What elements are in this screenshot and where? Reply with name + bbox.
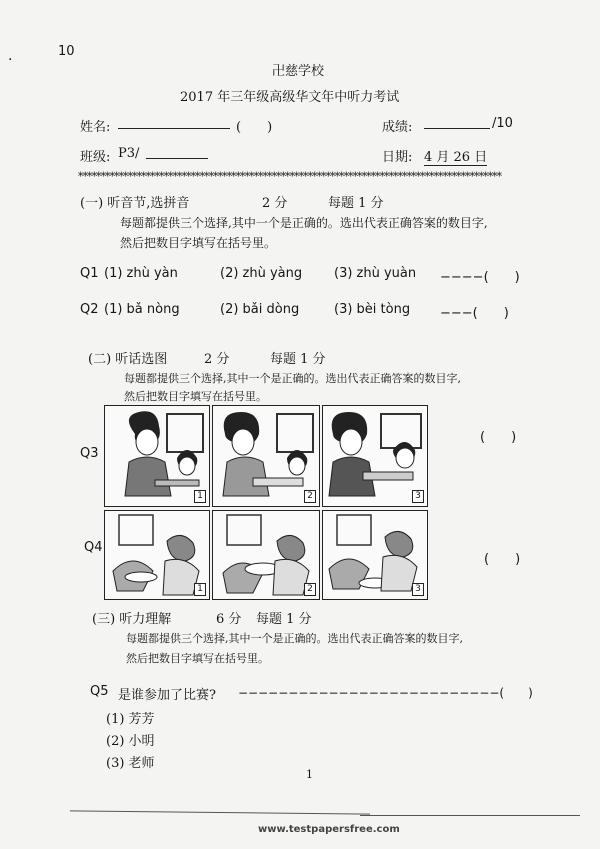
section1-instruction-1: 每题都提供三个选择,其中一个是正确的。选出代表正确答案的数目字,	[120, 216, 488, 230]
star-divider: **********************************************************************************************	[78, 170, 501, 183]
q2-option-1: (1) bǎ nòng	[104, 302, 180, 317]
corner-mark: 10	[58, 44, 75, 59]
q4-answer-paren[interactable]: ( )	[484, 552, 521, 567]
q4-picture-3[interactable]	[322, 510, 428, 600]
section2-instruction-1: 每题都提供三个选择,其中一个是正确的。选出代表正确答案的数目字,	[124, 372, 461, 385]
school-name: 卍慈学校	[272, 64, 325, 79]
q5-option-2: (2) 小明	[106, 734, 155, 749]
q1-answer-blank[interactable]: −−−−( )	[440, 270, 520, 285]
panel-number: 1	[194, 490, 206, 503]
q3-answer-paren[interactable]: ( )	[480, 430, 517, 445]
q5-number: Q5	[90, 684, 109, 699]
scan-line	[360, 815, 580, 816]
q3-picture-2[interactable]	[212, 405, 320, 507]
section1-points: 2 分	[262, 196, 288, 211]
page-number: 1	[306, 768, 313, 781]
exam-title: 2017 年三年级高级华文年中听力考试	[180, 90, 400, 105]
score-field[interactable]	[424, 116, 490, 129]
q2-option-3: (3) bèi tòng	[334, 302, 411, 317]
score-total: /10	[492, 116, 513, 131]
section3-instruction-1: 每题都提供三个选择,其中一个是正确的。选出代表正确答案的数目字,	[126, 632, 463, 645]
score-label: 成绩:	[382, 120, 413, 135]
q1-option-3: (3) zhù yuàn	[334, 266, 417, 281]
q2-option-2: (2) bǎi dòng	[220, 302, 300, 317]
scan-line	[70, 810, 370, 814]
section3-instruction-2: 然后把数目字填写在括号里。	[126, 652, 269, 665]
panel-number: 2	[304, 490, 316, 503]
section3-points: 6 分	[216, 612, 242, 627]
q3-number: Q3	[80, 446, 99, 461]
footer-url: www.testpapersfree.com	[258, 824, 400, 835]
class-value: P3/	[118, 146, 140, 161]
q2-answer-blank[interactable]: −−−( )	[440, 306, 509, 321]
section3-title: (三) 听力理解	[92, 612, 172, 627]
section2-instruction-2: 然后把数目字填写在括号里。	[124, 390, 267, 403]
panel-number: 3	[412, 583, 424, 596]
section2-per: 每题 1 分	[270, 352, 326, 367]
name-field[interactable]	[118, 116, 230, 129]
q2-number: Q2	[80, 302, 99, 317]
date-label: 日期:	[382, 150, 413, 165]
section2-points: 2 分	[204, 352, 230, 367]
section1-instruction-2: 然后把数目字填写在括号里。	[120, 236, 277, 250]
name-paren: ( )	[236, 120, 273, 135]
panel-number: 1	[194, 583, 206, 596]
q5-answer-blank[interactable]: −−−−−−−−−−−−−−−−−−−−−−−−−−( )	[238, 686, 533, 700]
q4-number: Q4	[84, 540, 103, 555]
section2-title: (二) 听话选图	[88, 352, 168, 367]
panel-number: 3	[412, 490, 424, 503]
class-field[interactable]	[146, 146, 208, 159]
name-label: 姓名:	[80, 120, 111, 135]
q3-picture-3[interactable]	[322, 405, 428, 507]
section3-per: 每题 1 分	[256, 612, 312, 627]
section1-title: (一) 听音节,选拼音	[80, 196, 190, 211]
class-label: 班级:	[80, 150, 111, 165]
q1-option-2: (2) zhù yàng	[220, 266, 303, 281]
panel-number: 2	[304, 583, 316, 596]
q4-picture-1[interactable]	[104, 510, 210, 600]
section1-per: 每题 1 分	[328, 196, 384, 211]
q3-picture-1[interactable]	[104, 405, 210, 507]
q5-question: 是谁参加了比赛?	[118, 688, 216, 703]
q4-picture-2[interactable]	[212, 510, 320, 600]
q5-option-3: (3) 老师	[106, 756, 155, 771]
q1-number: Q1	[80, 266, 99, 281]
date-value: 4 月 26 日	[424, 146, 487, 166]
q1-option-1: (1) zhù yàn	[104, 266, 178, 281]
scan-dot: ·	[8, 52, 13, 68]
q5-option-1: (1) 芳芳	[106, 712, 155, 727]
